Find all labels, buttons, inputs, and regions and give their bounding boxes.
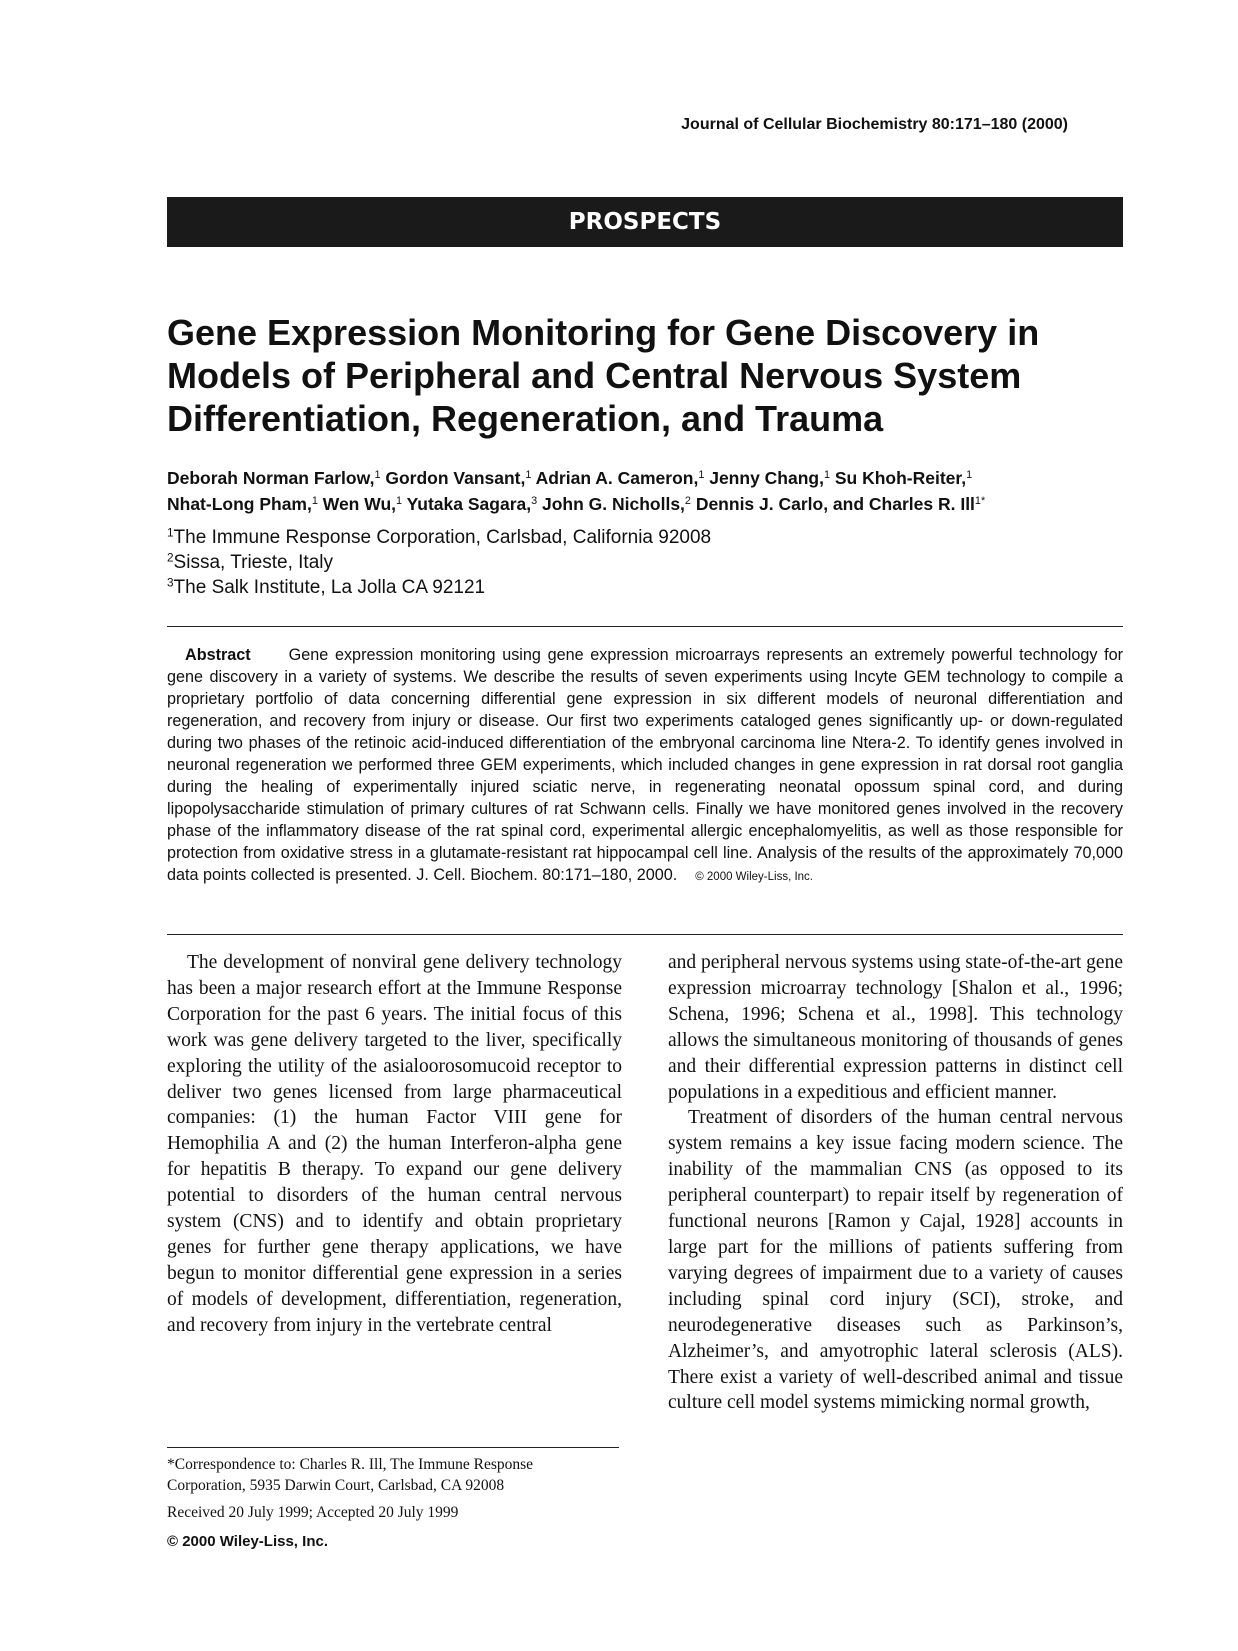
- received-dates: Received 20 July 1999; Accepted 20 July 1999: [167, 1504, 459, 1521]
- affiliation: [167, 525, 711, 550]
- author-affil-mark: 1*: [974, 495, 986, 508]
- affiliation-mark: 2: [167, 551, 174, 565]
- author-affil-mark: 1: [374, 469, 381, 482]
- abstract-heading: Abstract: [185, 646, 251, 664]
- abstract-bottom-rule: [167, 934, 1123, 935]
- author-line: [167, 491, 1147, 517]
- section-banner: [167, 197, 1123, 247]
- author-name: Nhat-Long Pham,: [167, 494, 312, 514]
- affiliation-mark: 3: [167, 576, 174, 590]
- footnote: [167, 1454, 622, 1552]
- body-paragraph: The development of nonviral gene delivery technology has been a major research effort at the Immune Response Corporation for the past 6 years. The initial focus of this work was gene delivery targeted to the liver, specifically exploring the utility of the asialoorosomucoid receptor to deliver two genes licensed from large pharmaceutical companies: (1) the human Factor VIII gene for Hemophilia A and (2) the human Interferon-alpha gene for hepatitis B therapy. To expand our gene delivery potential to disorders of the human central nervous system (CNS) and to identify and obtain proprietary genes for further gene therapy applications, we have begun to monitor differential gene expression in a series of models of development, differentiation, regeneration, and recovery from injury in the vertebrate central: [167, 952, 622, 1336]
- footnote-copyright: © 2000 Wiley-Liss, Inc.: [167, 1533, 328, 1550]
- author-affil-mark: 1: [396, 495, 403, 508]
- affiliation-text: Sissa, Trieste, Italy: [173, 552, 333, 573]
- author-affil-mark: 1: [966, 469, 973, 482]
- title-line: Gene Expression Monitoring for Gene Discovery in: [167, 312, 1040, 353]
- title-line: Models of Peripheral and Central Nervous System: [167, 355, 1022, 396]
- article-title: [167, 311, 1123, 440]
- author-name: Yutaka Sagara,: [402, 494, 532, 514]
- abstract-copyright: © 2000 Wiley-Liss, Inc.: [695, 871, 813, 883]
- abstract-top-rule: [167, 626, 1123, 627]
- correspondence-line: *Correspondence to: Charles R. Ill, The Immune Response: [167, 1456, 534, 1473]
- author-name: Wen Wu,: [317, 494, 396, 514]
- body-column-right: [668, 950, 1123, 1416]
- abstract-text: Gene expression monitoring using gene expression microarrays represents an extremely powerful technology for gene discovery in a variety of systems. We describe the results of seven experiments using Incyte GEM technology to compile a proprietary portfolio of data concerning differential gene expression in six different models of neuronal differentiation and regeneration, and recovery from injury or disease. Our first two experiments cataloged genes significantly up- or down-regulated during two phases of the retinoic acid-induced differentiation of the embryonal carcinoma line Ntera-2. To identify genes involved in neuronal regeneration we performed three GEM experiments, which included changes in gene expression in rat dorsal root ganglia during the healing of experimentally injured sciatic nerve, in regenerating neonatal opossum spinal cord, and during lipopolysaccharide stimulation of primary cultures of rat Schwann cells. Finally we have monitored genes involved in the recovery phase of the inflammatory disease of the rat spinal cord, experimental allergic encephalomyelitis, as well as those responsible for protection from oxidative stress in a glutamate-resistant rat hippocampal cell line. Analysis of the results of the approximately 70,000 data points collected is presented. J. Cell. Biochem. 80:171–180, 2000.: [167, 646, 1123, 884]
- author-affil-mark: 1: [698, 469, 705, 482]
- author-affil-mark: 1: [823, 469, 830, 482]
- title-line: Differentiation, Regeneration, and Trauma: [167, 398, 884, 439]
- abstract: [167, 644, 1123, 888]
- author-affil-mark: 2: [684, 495, 691, 508]
- section-label: PROSPECTS: [568, 209, 722, 235]
- affiliation-list: [167, 525, 711, 600]
- correspondence-line: Corporation, 5935 Darwin Court, Carlsbad, CA 92008: [167, 1477, 505, 1494]
- journal-citation: Journal of Cellular Biochemistry 80:171–180 (2000): [681, 116, 1068, 133]
- affiliation-text: The Salk Institute, La Jolla CA 92121: [173, 577, 486, 598]
- author-name: Gordon Vansant,: [380, 468, 526, 488]
- footnote-rule: [167, 1447, 619, 1448]
- body-paragraph: Treatment of disorders of the human central nervous system remains a key issue facing modern science. The inability of the mammalian CNS (as opposed to its peripheral counterpart) to repair itself by regeneration of functional neurons [Ramon y Cajal, 1928] accounts in large part for the millions of patients suffering from varying degrees of impairment due to a variety of causes including spinal cord injury (SCI), stroke, and neurodegenerative diseases such as Parkinson’s, Alzheimer’s, and amyotrophic lateral sclerosis (ALS). There exist a variety of well-described animal and tissue culture cell model systems mimicking normal growth,: [668, 1107, 1123, 1414]
- affiliation: [167, 550, 711, 575]
- author-name: Jenny Chang,: [704, 468, 824, 488]
- author-line: [167, 465, 1147, 491]
- author-affil-mark: 1: [311, 495, 318, 508]
- affiliation-mark: 1: [167, 526, 174, 540]
- author-list: [167, 465, 1147, 517]
- author-name: Adrian A. Cameron,: [531, 468, 699, 488]
- author-name: John G. Nicholls,: [537, 494, 685, 514]
- author-affil-mark: 1: [525, 469, 532, 482]
- body-paragraph: and peripheral nervous systems using state-of-the-art gene expression microarray technology [Shalon et al., 1996; Schena, 1996; Schena et al., 1998]. This technology allows the simultaneous monitoring of thousands of genes and their differential expression patterns in distinct cell populations in a expeditious and efficient manner.: [668, 952, 1123, 1103]
- author-name: Deborah Norman Farlow,: [167, 468, 375, 488]
- affiliation-text: The Immune Response Corporation, Carlsbad, California 92008: [173, 527, 712, 548]
- body-column-left: [167, 950, 622, 1339]
- author-name: Dennis J. Carlo, and Charles R. Ill: [690, 494, 975, 514]
- author-name: Su Khoh-Reiter,: [830, 468, 967, 488]
- author-affil-mark: 3: [531, 495, 538, 508]
- affiliation: [167, 575, 711, 600]
